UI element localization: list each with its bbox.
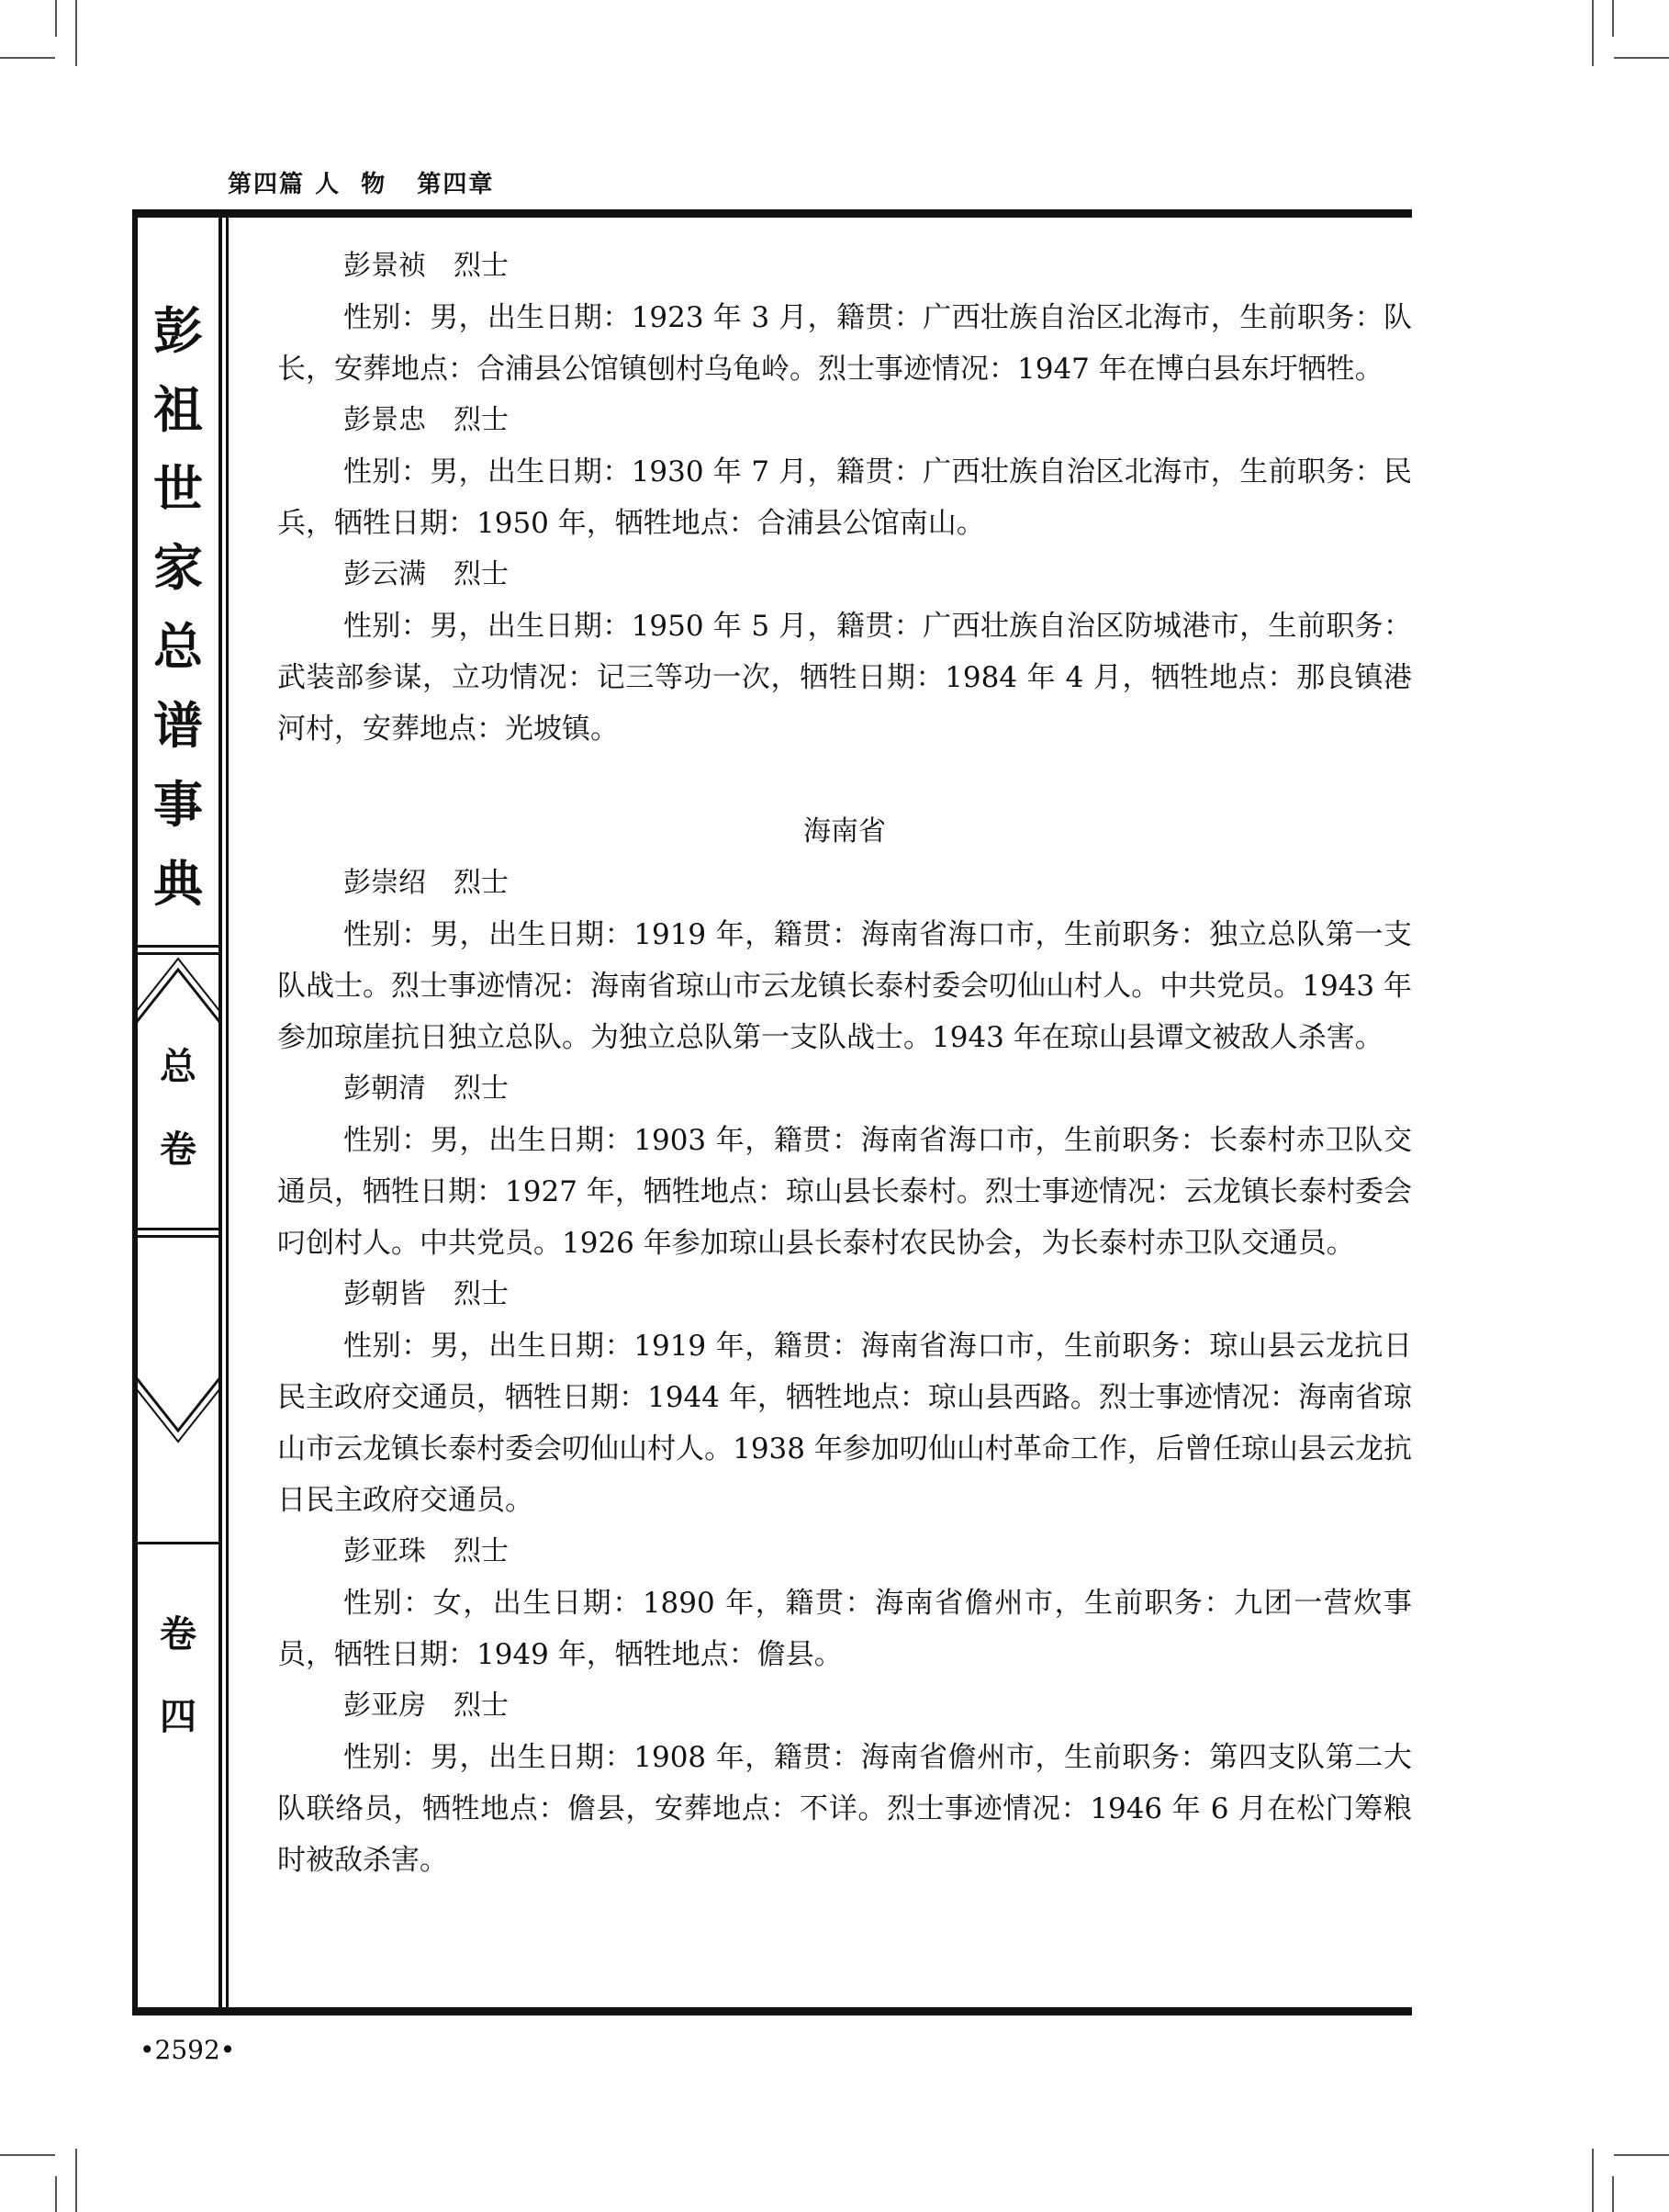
sidebar-divider: [136, 952, 220, 955]
series-char: 祖: [153, 380, 203, 439]
series-char: 总: [153, 617, 203, 676]
entry: [277, 1680, 1412, 1886]
entry: [277, 1063, 1412, 1269]
volume-type-char: 卷: [160, 1128, 196, 1171]
entry-tag: 烈士: [454, 1072, 509, 1105]
header-chapter: 第四章: [417, 171, 495, 198]
entry-tag: 烈士: [454, 1690, 509, 1722]
entry-name: 彭亚珠: [343, 1535, 426, 1567]
crop-mark: [0, 2154, 55, 2156]
entry-name: 彭朝清: [343, 1072, 426, 1105]
series-char: 典: [153, 854, 203, 913]
entry-text: 性别：男，出生日期：1919 年，籍贯：海南省海口市，生前职务：琼山县云龙抗日民主政府交通员，牺牲日期：1944 年，牺牲地点：琼山县西路。烈士事迹情况：海南省琼山市云龙镇长泰村委会叨仙山村人。1938 年参加叨仙山村革命工作，后曾任琼山县云龙抗日民主政府交通员。: [277, 1330, 1412, 1517]
entry-text: 性别：女，出生日期：1890 年，籍贯：海南省儋州市，生前职务：九团一营炊事员，牺牲日期：1949 年，牺牲地点：儋县。: [277, 1587, 1412, 1671]
entry-heading: [277, 1680, 1412, 1732]
series-char: 事: [153, 775, 203, 834]
entry-text: 性别：男，出生日期：1919 年，籍贯：海南省海口市，生前职务：独立总队第一支队战士。烈士事迹情况：海南省琼山市云龙镇长泰村委会叨仙山村人。中共党员。1943 年参加琼崖抗日独立总队。为独立总队第一支队战士。1943 年在琼山县谭文被敌人杀害。: [277, 918, 1412, 1054]
entry-heading: [277, 1526, 1412, 1578]
series-title: [136, 291, 220, 923]
crop-mark: [75, 0, 77, 66]
entry-heading: [277, 549, 1412, 601]
entry-text: 性别：男，出生日期：1903 年，籍贯：海南省海口市，生前职务：长泰村赤卫队交通员，牺牲日期：1927 年，牺牲地点：琼山县长泰村。烈士事迹情况：云龙镇长泰村委会叼创村人。中共党员。1926 年参加琼山县长泰村农民协会，为长泰村赤卫队交通员。: [277, 1124, 1412, 1260]
content-left-rule: [226, 209, 229, 2016]
crop-mark: [1614, 2154, 1669, 2156]
entry-name: 彭朝皆: [343, 1278, 426, 1310]
entry-name: 彭亚房: [343, 1690, 426, 1722]
crop-mark: [1592, 0, 1594, 66]
bottom-rule: [132, 2007, 1412, 2016]
volume-number-char: 四: [160, 1695, 196, 1738]
series-char: 彭: [153, 301, 203, 360]
entry-name: 彭景忠: [343, 404, 426, 436]
entry-tag: 烈士: [454, 404, 509, 436]
crop-mark: [1592, 2149, 1594, 2212]
entry-heading: [277, 1269, 1412, 1320]
crop-mark: [1612, 0, 1614, 37]
entry-text: 性别：男，出生日期：1923 年 3 月，籍贯：广西壮族自治区北海市，生前职务：队长，安葬地点：合浦县公馆镇刨村乌龟岭。烈士事迹情况：1947 年在博白县东圩牺牲。: [277, 301, 1412, 386]
entry-text: 性别：男，出生日期：1930 年 7 月，籍贯：广西壮族自治区北海市，生前职务：民兵，牺牲日期：1950 年，牺牲地点：合浦县公馆南山。: [277, 455, 1412, 540]
entry-text: 性别：男，出生日期：1950 年 5 月，籍贯：广西壮族自治区防城港市，生前职务：武装部参谋，立功情况：记三等功一次，牺牲日期：1984 年 4 月，牺牲地点：那良镇港河村，安葬地点：光坡镇。: [277, 610, 1412, 746]
entry: [277, 1526, 1412, 1680]
sidebar: [136, 218, 220, 2007]
volume-number: [136, 1593, 220, 1758]
top-rule: [132, 209, 1412, 218]
crop-mark: [75, 2149, 77, 2212]
series-char: 世: [153, 459, 203, 518]
sidebar-divider: [136, 1235, 220, 1238]
crop-mark: [55, 2176, 57, 2212]
volume-type: [136, 1026, 220, 1191]
entry-tag: 烈士: [454, 250, 509, 282]
entry-tag: 烈士: [454, 1278, 509, 1310]
entry-heading: [277, 1063, 1412, 1115]
entry-text: 性别：男，出生日期：1908 年，籍贯：海南省儋州市，生前职务：第四支队第二大队联络员，牺牲地点：儋县，安葬地点：不详。烈士事迹情况：1946 年 6 月在松门筹粮时被敌杀害。: [277, 1741, 1412, 1877]
entry: [277, 549, 1412, 755]
crop-mark: [1612, 2176, 1614, 2212]
province-heading: 海南省: [803, 815, 886, 848]
entry-tag: 烈士: [454, 1535, 509, 1567]
series-char: 谱: [153, 696, 203, 755]
entry-heading: [277, 395, 1412, 446]
entry: [277, 1269, 1412, 1526]
main-content: [277, 241, 1412, 1886]
sidebar-divider: [136, 945, 220, 948]
series-char: 家: [153, 538, 203, 597]
crop-mark: [55, 0, 57, 37]
entry-tag: 烈士: [454, 867, 509, 899]
volume-number-char: 卷: [160, 1612, 196, 1656]
header-title: 人 物: [315, 171, 387, 198]
entry-heading: [277, 858, 1412, 909]
sidebar-divider: [136, 1542, 220, 1544]
crop-mark: [0, 57, 55, 59]
entry: [277, 241, 1412, 395]
entry-heading: [277, 241, 1412, 292]
entry-tag: 烈士: [454, 558, 509, 590]
page-number: •2592•: [140, 2035, 236, 2065]
running-header: [228, 165, 494, 199]
crop-mark: [1614, 57, 1669, 59]
volume-type-char: 总: [160, 1045, 196, 1088]
header-part: 第四篇: [228, 171, 306, 198]
sidebar-divider: [136, 1228, 220, 1230]
entry-name: 彭景祯: [343, 250, 426, 282]
entry-name: 彭云满: [343, 558, 426, 590]
entry: [277, 858, 1412, 1063]
entry: [277, 395, 1412, 549]
entry-name: 彭崇绍: [343, 867, 426, 899]
